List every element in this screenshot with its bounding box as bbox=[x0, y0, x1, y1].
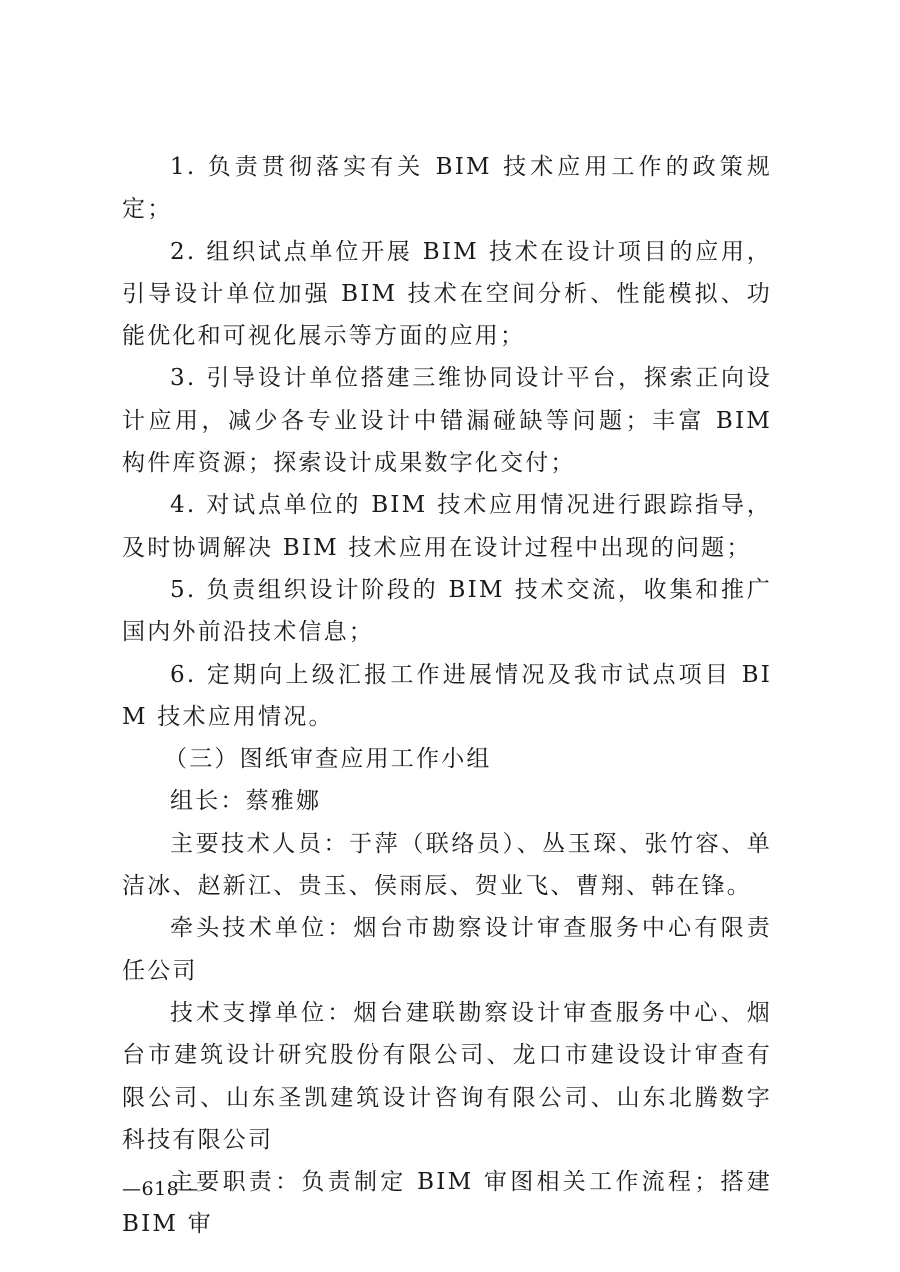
main-duties: 主要职责：负责制定 BIM 审图相关工作流程；搭建 BIM 审 bbox=[122, 1169, 772, 1238]
duty-item-5: 5. 负责组织设计阶段的 BIM 技术交流，收集和推广国内外前沿技术信息； bbox=[122, 576, 772, 646]
lead-unit: 牵头技术单位：烟台市勘察设计审查服务中心有限责任公司 bbox=[122, 915, 772, 984]
document-body bbox=[122, 146, 772, 1246]
duty-item-1: 1. 负责贯彻落实有关 BIM 技术应用工作的政策规定； bbox=[122, 154, 772, 223]
technical-staff: 主要技术人员：于萍（联络员）、丛玉琛、张竹容、单洁冰、赵新江、贵玉、侯雨辰、贺业飞、曹翔、韩在锋。 bbox=[122, 830, 772, 900]
duty-item-4: 4. 对试点单位的 BIM 技术应用情况进行跟踪指导，及时协调解决 BIM 技术应用在设计过程中出现的问题； bbox=[122, 492, 772, 561]
section-heading: （三）图纸审查应用工作小组 bbox=[164, 746, 492, 773]
page-number: —618— bbox=[122, 1178, 199, 1200]
group-leader: 组长：蔡雅娜 bbox=[170, 788, 322, 815]
duty-item-2: 2. 组织试点单位开展 BIM 技术在设计项目的应用，引导设计单位加强 BIM 技术在空间分析、性能模拟、功能优化和可视化展示等方面的应用； bbox=[122, 238, 772, 350]
duty-item-6: 6. 定期向上级汇报工作进展情况及我市试点项目 BIM 技术应用情况。 bbox=[122, 661, 772, 730]
duty-item-3: 3. 引导设计单位搭建三维协同设计平台，探索正向设计应用，减少各专业设计中错漏碰缺等问题；丰富 BIM 构件库资源；探索设计成果数字化交付； bbox=[122, 365, 772, 477]
support-units: 技术支撑单位：烟台建联勘察设计审查服务中心、烟台市建筑设计研究股份有限公司、龙口市建设设计审查有限公司、山东圣凯建筑设计咨询有限公司、山东北腾数字科技有限公司 bbox=[122, 999, 772, 1153]
